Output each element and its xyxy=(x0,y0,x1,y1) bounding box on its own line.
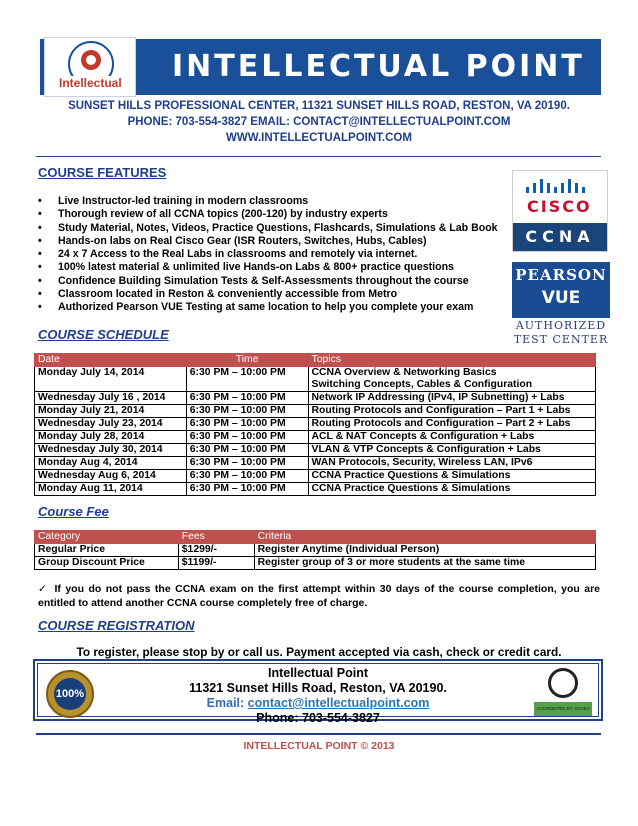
row-time: 6:30 PM – 10:00 PM xyxy=(186,470,308,483)
col-header-criteria: Criteria xyxy=(254,531,595,544)
seal-text: 100% xyxy=(54,678,86,710)
feature-item: • Live Instructor-led training in modern classrooms xyxy=(38,195,498,208)
row-time: 6:30 PM – 10:00 PM xyxy=(186,457,308,470)
row-topic xyxy=(308,367,595,392)
row-date: Monday Aug 11, 2014 xyxy=(35,483,187,496)
fee-header-row xyxy=(35,531,596,544)
footer-divider xyxy=(36,733,601,735)
topic-line: Switching Concepts, Cables & Configuration xyxy=(311,379,533,390)
feature-item: • Authorized Pearson VUE Testing at same location to help you complete your exam xyxy=(38,301,498,314)
company-title: INTELLECTUAL POINT xyxy=(172,49,585,84)
row-time: 6:30 PM – 10:00 PM xyxy=(186,444,308,457)
row-date: Monday Aug 4, 2014 xyxy=(35,457,187,470)
row-topic: Routing Protocols and Configuration – Part 1 + Labs xyxy=(308,405,595,418)
col-header-fees: Fees xyxy=(178,531,254,544)
row-time: 6:30 PM – 10:00 PM xyxy=(186,418,308,431)
feature-item: • Confidence Building Simulation Tests & Self-Assessments throughout the course xyxy=(38,275,498,288)
table-row xyxy=(35,392,596,405)
registration-heading: COURSE REGISTRATION xyxy=(38,618,195,633)
feature-item: • Hands-on labs on Real Cisco Gear (ISR Routers, Switches, Hubs, Cables) xyxy=(38,235,498,248)
header-divider xyxy=(36,156,601,157)
registration-box-inner xyxy=(37,663,599,725)
pearson-wordmark: PEARSON xyxy=(515,266,607,284)
schev-label: ACCREDITED BY SCHEV xyxy=(534,702,592,716)
row-date: Wednesday Aug 6, 2014 xyxy=(35,470,187,483)
email-label: Email: xyxy=(206,696,245,710)
row-time: 6:30 PM – 10:00 PM xyxy=(186,405,308,418)
row-category: Group Discount Price xyxy=(35,557,179,570)
authorized-label: AUTHORIZED xyxy=(515,319,607,332)
row-topic: Routing Protocols and Configuration – Part 2 + Labs xyxy=(308,418,595,431)
email-link[interactable]: contact@intellectualpoint.com xyxy=(247,696,430,710)
row-time: 6:30 PM – 10:00 PM xyxy=(186,392,308,405)
schedule-header-row xyxy=(35,354,596,367)
row-fees: $1199/- xyxy=(178,557,254,570)
table-row xyxy=(35,470,596,483)
row-topic: CCNA Practice Questions & Simulations xyxy=(308,483,595,496)
table-row xyxy=(35,444,596,457)
schev-emblem-icon xyxy=(548,668,578,698)
row-criteria: Register Anytime (Individual Person) xyxy=(254,544,595,557)
registration-address: 11321 Sunset Hills Road, Reston, VA 20190. xyxy=(189,681,447,695)
row-date: Monday July 14, 2014 xyxy=(35,367,187,392)
website-line: WWW.INTELLECTUALPOINT.COM xyxy=(226,132,412,144)
row-topic: Network IP Addressing (IPv4, IP Subnetting) + Labs xyxy=(308,392,595,405)
row-date: Wednesday July 30, 2014 xyxy=(35,444,187,457)
guarantee-text: If you do not pass the CCNA exam on the first attempt within 30 days of the course completion, you are entitled to attend another CCNA course completely free of charge. xyxy=(38,583,600,609)
row-criteria: Register group of 3 or more students at the same time xyxy=(254,557,595,570)
registration-box xyxy=(33,659,603,725)
col-header-time: Time xyxy=(186,354,308,367)
table-row xyxy=(35,431,596,444)
row-fees: $1299/- xyxy=(178,544,254,557)
checkmark-icon: ✓ xyxy=(38,583,47,595)
contact-line: PHONE: 703-554-3827 EMAIL: CONTACT@INTELLECTUALPOINT.COM xyxy=(127,116,511,128)
feature-item: • Study Material, Notes, Videos, Practice Questions, Flashcards, Simulations & Lab Book xyxy=(38,222,498,235)
row-topic: WAN Protocols, Security, Wireless LAN, IPv6 xyxy=(308,457,595,470)
feature-item: • 24 x 7 Access to the Real Labs in classrooms and remotely via internet. xyxy=(38,248,498,261)
row-topic: ACL & NAT Concepts & Configuration + Labs xyxy=(308,431,595,444)
guarantee-note xyxy=(38,582,600,610)
col-header-topics: Topics xyxy=(308,354,595,367)
row-time: 6:30 PM – 10:00 PM xyxy=(186,431,308,444)
company-logo xyxy=(44,37,136,97)
col-header-date: Date xyxy=(35,354,187,367)
topic-line: CCNA Overview & Networking Basics xyxy=(311,367,497,378)
fee-table xyxy=(34,530,596,570)
row-category: Regular Price xyxy=(35,544,179,557)
registration-phone: Phone: 703-554-3827 xyxy=(256,711,380,725)
feature-item: • Thorough review of all CCNA topics (200-120) by industry experts xyxy=(38,208,498,221)
table-row xyxy=(35,483,596,496)
row-date: Monday July 21, 2014 xyxy=(35,405,187,418)
header-banner xyxy=(40,39,601,95)
registration-contact xyxy=(38,666,598,726)
row-date: Wednesday July 23, 2014 xyxy=(35,418,187,431)
logo-text: Intellectual xyxy=(59,76,122,90)
table-row xyxy=(35,544,596,557)
cisco-wordmark: CISCO xyxy=(527,197,592,216)
cisco-bars-icon xyxy=(526,179,585,193)
registration-email-line xyxy=(38,696,598,711)
fee-heading: Course Fee xyxy=(38,504,109,519)
row-topic: VLAN & VTP Concepts & Configuration + Labs xyxy=(308,444,595,457)
registration-name: Intellectual Point xyxy=(267,666,368,680)
vue-wordmark: VUE xyxy=(541,288,581,308)
schedule-table xyxy=(34,353,596,496)
pearson-vue-logo xyxy=(512,262,610,346)
table-row xyxy=(35,457,596,470)
feature-item: • Classroom located in Reston & conveniently accessible from Metro xyxy=(38,288,498,301)
schedule-heading: COURSE SCHEDULE xyxy=(38,327,169,342)
registration-text: To register, please stop by or call us. Payment accepted via cash, check or credit card. xyxy=(76,645,562,659)
row-time: 6:30 PM – 10:00 PM xyxy=(186,483,308,496)
ccna-label: CCNA xyxy=(513,223,607,251)
schev-logo xyxy=(534,666,592,718)
row-topic: CCNA Practice Questions & Simulations xyxy=(308,470,595,483)
features-heading: COURSE FEATURES xyxy=(38,165,167,180)
table-row xyxy=(35,557,596,570)
col-header-category: Category xyxy=(35,531,179,544)
features-list xyxy=(38,195,498,315)
test-center-label: TEST CENTER xyxy=(513,333,609,346)
table-row xyxy=(35,367,596,392)
table-row xyxy=(35,405,596,418)
table-row xyxy=(35,418,596,431)
footer-text: INTELLECTUAL POINT © 2013 xyxy=(243,740,395,752)
row-date: Monday July 28, 2014 xyxy=(35,431,187,444)
row-date: Wednesday July 16 , 2014 xyxy=(35,392,187,405)
cisco-ccna-logo xyxy=(512,170,608,252)
address-line: SUNSET HILLS PROFESSIONAL CENTER, 11321 SUNSET HILLS ROAD, RESTON, VA 20190. xyxy=(68,100,570,112)
feature-item: • 100% latest material & unlimited live Hands-on Labs & 800+ practice questions xyxy=(38,261,498,274)
row-time: 6:30 PM – 10:00 PM xyxy=(186,367,308,392)
